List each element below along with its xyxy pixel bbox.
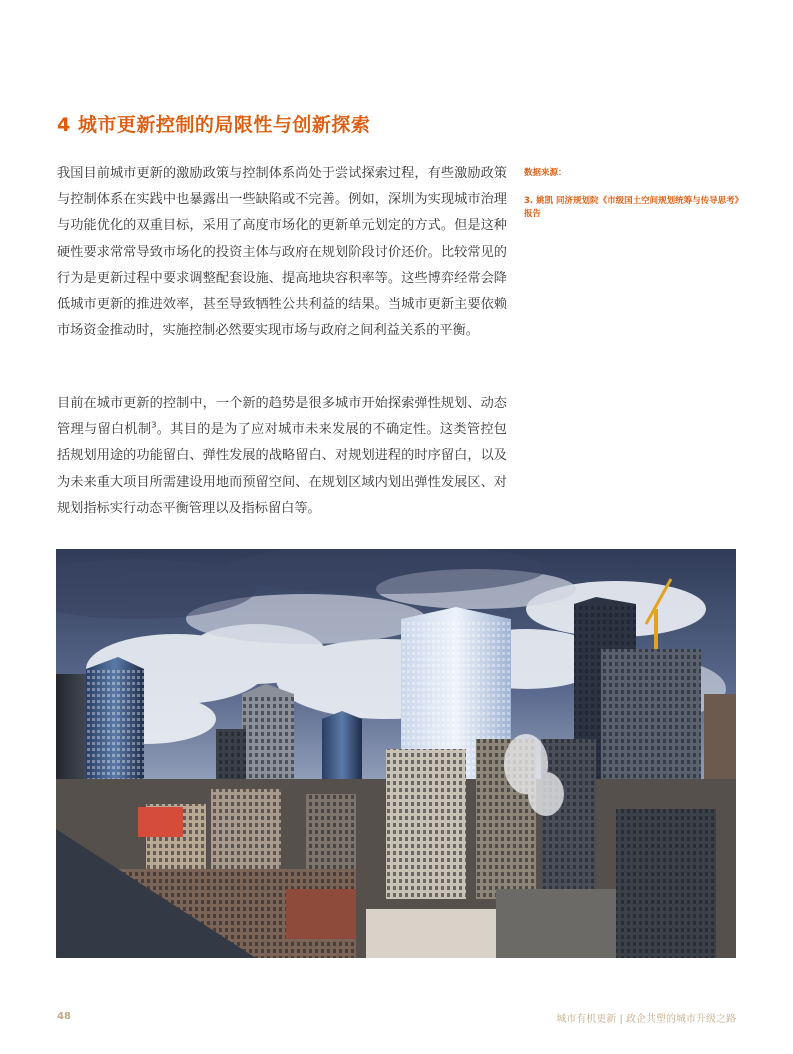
footnote-reference: 3: [151, 420, 157, 430]
paragraph-2-text-b: 。其目的是为了应对城市未来发展的不确定性。这类管控包括规划用途的功能留白、弹性发展的战略留白、对规划进程的时序留白，以及为未来重大项目所需建设用地而预留空间、在规划区域内划出弹性发展区、对规划指标实行动态平衡管理以及指标留白等。: [57, 422, 507, 516]
body-paragraph-1: 我国目前城市更新的激励政策与控制体系尚处于尝试探索过程，有些激励政策与控制体系在实践中也暴露出一些缺陷或不完善。例如，深圳为实现城市治理与功能优化的双重目标，采用了高度市场化的更新单元划定的方式。但是这种硬性要求常常导致市场化的投资主体与政府在规划阶段讨价还价。比较常见的行为是更新过程中要求调整配套设施、提高地块容积率等。这些博弈经常会降低城市更新的推进效率，甚至导致牺牲公共利益的结果。当城市更新主要依赖市场资金推动时，实施控制必然要实现市场与政府之间利益关系的平衡。: [57, 166, 507, 339]
section-title: 4 城市更新控制的局限性与创新探索: [57, 114, 371, 136]
running-title: 城市有机更新 | 政企共塑的城市升级之路: [556, 1014, 736, 1025]
city-skyline-photo: [56, 549, 736, 958]
body-paragraph-2: [57, 391, 507, 522]
page-number: 48: [57, 1011, 71, 1022]
paragraph-2-text-a: 目前在城市更新的控制中，一个新的趋势是很多城市开始探索弹性规划、动态管理与留白机制: [57, 396, 507, 438]
sidebar-footnote: 3. 姚凯 同济规划院《市级国土空间规划统筹与传导思考》报告: [524, 196, 739, 219]
sidebar-source-label: 数据来源：: [524, 168, 567, 178]
